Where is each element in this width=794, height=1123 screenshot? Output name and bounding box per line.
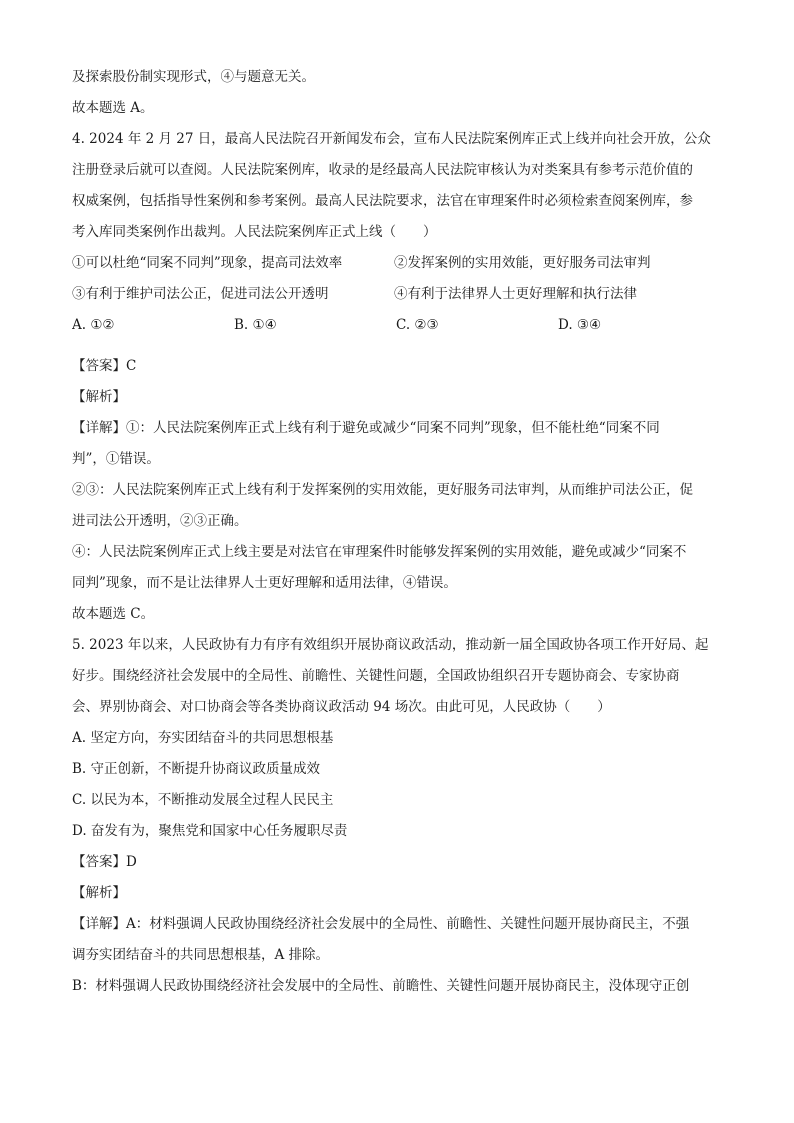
statement-row [72,248,722,279]
question-4 [72,124,722,630]
explanation-line: 故本题选 C。 [72,606,155,622]
question-5 [72,630,722,1002]
explanation-line: ②③：人民法院案例库正式上线有利于发挥案例的实用效能，更好服务司法审判，从而维护司法公正，促 [72,482,693,498]
statement-2: ②发挥案例的实用效能，更好服务司法审判 [394,255,651,271]
text-line: 及探索股份制实现形式，④与题意无关。 [72,69,315,85]
question-stem-line: 好步。围绕经济社会发展中的全局性、前瞻性、关键性问题，全国政协组织召开专题协商会、专家协商 [72,668,680,684]
answer-label: 【答案】C [72,358,137,374]
choice-d: D. ③④ [558,317,602,333]
explanation-line: 【详解】A：材料强调人民政协围绕经济社会发展中的全局性、前瞻性、关键性问题开展协商民主，不强 [72,916,690,932]
statement-row [72,279,722,310]
explanation-line: B：材料强调人民政协围绕经济社会发展中的全局性、前瞻性、关键性问题开展协商民主，没体现守正创 [72,978,690,994]
statement-3: ③有利于维护司法公正，促进司法公开透明 [72,286,329,302]
explanation-line: ④：人民法院案例库正式上线主要是对法官在审理案件时能够发挥案例的实用效能，避免或减少“同案不 [72,544,687,560]
choice-c: C. 以民为本，不断推动发展全过程人民民主 [72,792,334,808]
question-stem-line: 5. 2023 年以来，人民政协有力有序有效组织开展协商议政活动，推动新一届全国政协各项工作开好局、起 [72,637,709,653]
explanation-line: 进司法公开透明，②③正确。 [72,513,248,529]
question-stem-line: 注册登录后就可以查阅。人民法院案例库，收录的是经最高人民法院审核认为对类案具有参考示范价值的 [72,162,693,178]
choice-b: B. ①④ [234,317,277,333]
statement-4: ④有利于法律界人士更好理解和执行法律 [394,286,637,302]
spacer [72,341,722,351]
choice-a: A. ①② [72,317,115,333]
answer-label: 【答案】D [72,854,137,870]
question-stem-line: 考入库同类案例作出裁判。人民法院案例库正式上线（ ） [72,224,437,240]
document-page [72,62,722,1002]
analysis-label: 【解析】 [72,389,126,405]
choice-a: A. 坚定方向，夯实团结奋斗的共同思想根基 [72,730,334,746]
choice-row [72,310,722,341]
explanation-line: 调夯实团结奋斗的共同思想根基，A 排除。 [72,947,330,963]
choice-c: C. ②③ [396,317,439,333]
explanation-line: 同判”现象，而不是让法律界人士更好理解和适用法律，④错误。 [72,575,457,591]
explanation-line: 【详解】①：人民法院案例库正式上线有利于避免或减少“同案不同判”现象，但不能杜绝“同案不同 [72,420,660,436]
explanation-line: 判”，①错误。 [72,451,160,467]
question-stem-line: 权威案例，包括指导性案例和参考案例。最高人民法院要求，法官在审理案件时必须检索查阅案例库，参 [72,193,693,209]
text-line: 故本题选 A。 [72,100,154,116]
choice-b: B. 守正创新，不断提升协商议政质量成效 [72,761,321,777]
question-stem-line: 会、界别协商会、对口协商会等各类协商议政活动 94 场次。由此可见，人民政协（ ） [72,699,611,715]
choice-d: D. 奋发有为，聚焦党和国家中心任务履职尽责 [72,823,348,839]
question-stem-line: 4. 2024 年 2 月 27 日，最高人民法院召开新闻发布会，宣布人民法院案例库正式上线并向社会开放，公众 [72,131,711,147]
statement-1: ①可以杜绝“同案不同判”现象，提高司法效率 [72,255,343,271]
analysis-label: 【解析】 [72,885,126,901]
